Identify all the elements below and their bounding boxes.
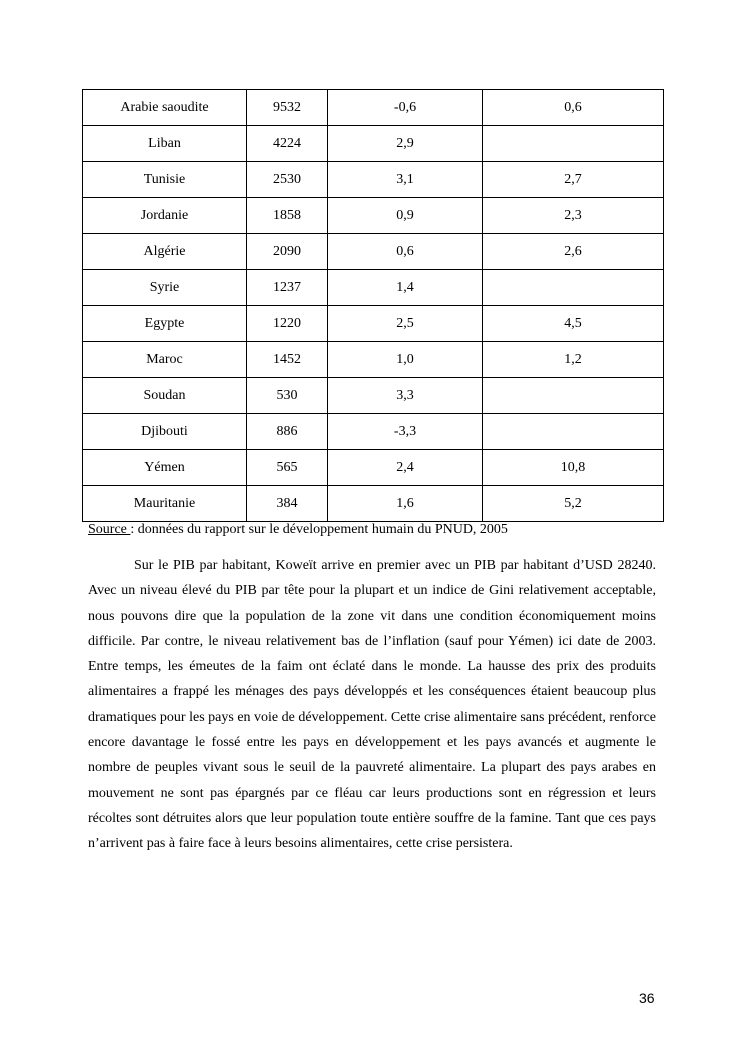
table-row (83, 90, 664, 126)
col4-cell: 0,6 (483, 90, 664, 126)
col3-cell: 2,5 (328, 306, 483, 342)
value-cell: 384 (247, 486, 328, 522)
col4-cell: 4,5 (483, 306, 664, 342)
col4-cell: 2,7 (483, 162, 664, 198)
col4-cell: 2,6 (483, 234, 664, 270)
col3-cell: 1,6 (328, 486, 483, 522)
country-cell: Yémen (83, 450, 247, 486)
country-data-table (82, 89, 664, 522)
source-note (88, 522, 508, 538)
country-cell: Liban (83, 126, 247, 162)
country-cell: Syrie (83, 270, 247, 306)
table-row (83, 450, 664, 486)
value-cell: 2090 (247, 234, 328, 270)
country-cell: Maroc (83, 342, 247, 378)
value-cell: 4224 (247, 126, 328, 162)
col3-cell: -3,3 (328, 414, 483, 450)
table-row (83, 342, 664, 378)
value-cell: 1452 (247, 342, 328, 378)
country-cell: Arabie saoudite (83, 90, 247, 126)
country-cell: Soudan (83, 378, 247, 414)
col4-cell: 2,3 (483, 198, 664, 234)
table-row (83, 486, 664, 522)
value-cell: 886 (247, 414, 328, 450)
country-cell: Jordanie (83, 198, 247, 234)
col4-cell (483, 414, 664, 450)
col3-cell: 2,4 (328, 450, 483, 486)
col3-cell: 3,3 (328, 378, 483, 414)
col3-cell: -0,6 (328, 90, 483, 126)
table-row (83, 234, 664, 270)
table-row (83, 198, 664, 234)
col4-cell: 10,8 (483, 450, 664, 486)
col4-cell (483, 378, 664, 414)
value-cell: 1237 (247, 270, 328, 306)
col3-cell: 1,4 (328, 270, 483, 306)
page-number: 36 (639, 990, 655, 1006)
country-cell: Tunisie (83, 162, 247, 198)
table-row (83, 270, 664, 306)
col3-cell: 1,0 (328, 342, 483, 378)
table-row (83, 126, 664, 162)
table-row (83, 306, 664, 342)
body-paragraph: Sur le PIB par habitant, Koweït arrive en premier avec un PIB par habitant d’USD 28240. Avec un niveau élevé du PIB par tête pour la plupart et un indice de Gini relativement acceptable, nous pouvons dire que la population de la zone vit dans une condition économiquement moins difficile. Par contre, le niveau relativement bas de l’inflation (sauf pour Yémen) ici date de 2003. Entre temps, les émeutes de la faim ont éclaté dans le monde. La hausse des prix des produits alimentaires a frappé les ménages des pays développés et les conséquences étaient beaucoup plus dramatiques pour les pays en voie de développement. Cette crise alimentaire sans précédent, renforce encore davantage le fossé entre les pays en développement et les pays avancés et augmente le nombre de peuples vivant sous le seuil de la pauvreté alimentaire. La plupart des pays arabes en mouvement ne sont pas épargnés par ce fléau car leurs productions sont en régression et leurs récoltes sont détruites alors que leur population toute entière souffre de la famine. Tant que ces pays n’arrivent pas à faire face à leurs besoins alimentaires, cette crise persistera. (88, 558, 656, 852)
value-cell: 2530 (247, 162, 328, 198)
value-cell: 1858 (247, 198, 328, 234)
col4-cell: 1,2 (483, 342, 664, 378)
country-cell: Algérie (83, 234, 247, 270)
source-label: Source (88, 522, 131, 537)
col4-cell: 5,2 (483, 486, 664, 522)
col4-cell (483, 126, 664, 162)
col4-cell (483, 270, 664, 306)
country-cell: Djibouti (83, 414, 247, 450)
value-cell: 9532 (247, 90, 328, 126)
source-text: : données du rapport sur le développement humain du PNUD, 2005 (130, 522, 508, 537)
value-cell: 565 (247, 450, 328, 486)
country-cell: Egypte (83, 306, 247, 342)
table-row (83, 414, 664, 450)
value-cell: 1220 (247, 306, 328, 342)
col3-cell: 2,9 (328, 126, 483, 162)
table-row (83, 162, 664, 198)
country-cell: Mauritanie (83, 486, 247, 522)
table-row (83, 378, 664, 414)
col3-cell: 0,6 (328, 234, 483, 270)
col3-cell: 3,1 (328, 162, 483, 198)
value-cell: 530 (247, 378, 328, 414)
col3-cell: 0,9 (328, 198, 483, 234)
table-body (83, 90, 664, 522)
